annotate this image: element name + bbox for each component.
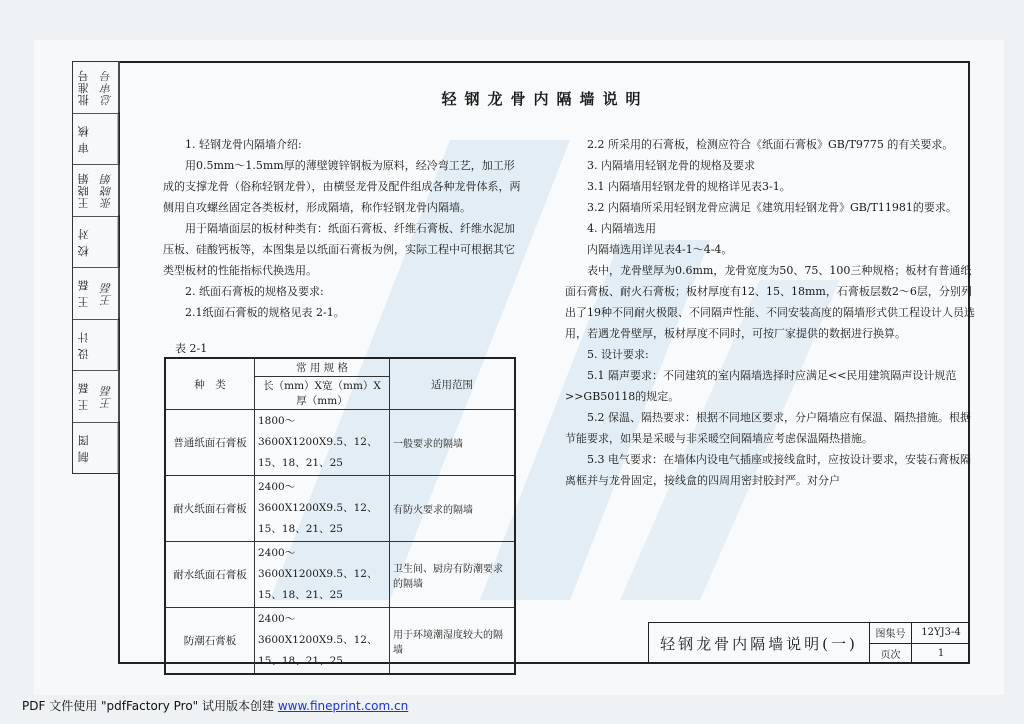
table-row: [165, 608, 515, 675]
table-header-spec-sub: 长（mm）X宽（mm）X厚（mm）: [255, 377, 390, 410]
paragraph: 5.2 保温、隔热要求：根据不同地区要求，分户隔墙应有保温、隔热措施。根据节能要求，如果是采暖与非采暖空间隔墙应考虑保温隔热措施。: [565, 411, 971, 445]
title-block: [648, 622, 970, 664]
paragraph: 用于隔墙面层的板材种类有：纸面石膏板、纤维石膏板、纤维水泥加压板、硅酸钙板等，本图集是以纸面石膏板为例，实际工程中可根据其它类型板材的性能指标代换选用。: [163, 222, 515, 277]
signature-role-label: 王 磊: [77, 279, 91, 308]
signature-handwriting: 王磊: [96, 268, 120, 319]
atlas-number-label: 图集号: [870, 623, 912, 644]
table-cell-range: 卫生间、厨房有防潮要求的隔墙: [390, 542, 516, 608]
table-caption: 表 2-1: [175, 342, 208, 355]
table-row: [165, 476, 515, 542]
signature-handwriting: [96, 114, 119, 165]
paragraph: 1. 轻钢龙骨内隔墙介绍:: [185, 138, 302, 151]
footer-text: PDF 文件使用 "pdfFactory Pro" 试用版本创建: [22, 699, 275, 713]
table-cell-range: 有防火要求的隔墙: [390, 476, 516, 542]
title-block-title: 轻钢龙骨内隔墙说明(一): [660, 635, 858, 653]
signature-handwriting: 总审号: [96, 62, 120, 113]
paragraph: 5.1 隔声要求：不同建筑的室内隔墙选择时应满足<<民用建筑隔声设计规范>>GB50118的规定。: [565, 369, 957, 403]
table-row: [165, 542, 515, 608]
right-column: [565, 134, 980, 491]
signature-role-label: 王晓娟: [77, 172, 91, 209]
table-cell-spec: 1800～3600X1200X9.5、12、15、18、21、25: [255, 410, 390, 476]
table-row: [165, 410, 515, 476]
plasterboard-spec-table: [164, 357, 516, 675]
paragraph: 2. 纸面石膏板的规格及要求:: [185, 285, 324, 298]
table-header-spec: 常 用 规 格: [255, 358, 390, 377]
paragraph: 4. 内隔墙选用: [587, 222, 656, 235]
paragraph: 2.1纸面石膏板的规格见表 2-1。: [185, 306, 345, 319]
signature-cell: [73, 165, 118, 217]
footer-link[interactable]: www.fineprint.com.cn: [277, 699, 409, 713]
title-block-grid: [869, 623, 970, 664]
paragraph: 3. 内隔墙用轻钢龙骨的规格及要求: [587, 159, 755, 172]
left-column: [163, 134, 523, 323]
page-number-value: 1: [937, 648, 945, 660]
signature-role-label: 批准号: [77, 69, 91, 106]
signature-role-label: 王 磊: [77, 382, 91, 411]
signature-role-label: 设 计: [77, 330, 91, 359]
signature-handwriting: [96, 320, 119, 371]
paragraph: 用0.5mm～1.5mm厚的薄壁镀锌钢板为原料，经冷弯工艺，加工形成的支撑龙骨（俗称轻钢龙骨），由横竖龙骨及配件组成各种龙骨体系，两侧用自攻螺丝固定各类板材，形成隔墙，称作轻钢龙骨内隔墙。: [163, 159, 521, 214]
signature-role-label: 校 对: [77, 227, 91, 256]
signature-cell: [73, 320, 118, 372]
table-cell-spec: 2400～3600X1200X9.5、12、15、18、21、25: [255, 542, 390, 608]
paragraph: 3.1 内隔墙用轻钢龙骨的规格详见表3-1。: [587, 180, 791, 193]
table-cell-name: 防潮石膏板: [165, 608, 255, 675]
paragraph: 内隔墙选用详见表4-1～4-4。: [587, 243, 733, 256]
page-number-label: 页次: [870, 644, 912, 665]
signature-handwriting: 王磊: [96, 371, 120, 422]
signature-handwriting: 张晓娟: [96, 165, 120, 216]
paragraph: 3.2 内隔墙所采用轻钢龙骨应满足《建筑用轻钢龙骨》GB/T11981的要求。: [587, 201, 957, 214]
page-title: 轻钢龙骨内隔墙说明: [441, 90, 649, 108]
paragraph: 2.2 所采用的石膏板，检测应符合《纸面石膏板》GB/T9775 的有关要求。: [587, 138, 954, 151]
signature-cell: [73, 62, 118, 114]
table-header-range: 适用范围: [390, 358, 516, 410]
paragraph: 5.3 电气要求：在墙体内设电气插座或接线盒时，应按设计要求，安装石膏板隔离框并与龙骨固定，接线盒的四周用密封胶封严。对分户: [565, 453, 971, 487]
table-cell-name: 耐火纸面石膏板: [165, 476, 255, 542]
signature-strip: [72, 61, 118, 474]
atlas-number-value: 12YJ3-4: [912, 623, 970, 644]
signature-role-label: 制 图: [77, 433, 91, 462]
table-cell-spec: 2400～3600X1200X9.5、12、15、18、21、25: [255, 476, 390, 542]
paragraph: 5. 设计要求:: [587, 348, 649, 361]
signature-handwriting: [96, 423, 119, 474]
paragraph: 表中，龙骨壁厚为0.6mm，龙骨宽度为50、75、100三种规格；板材有普通纸面石膏板、耐火石膏板；板材厚度有12、15、18mm，石膏板层数2～6层，分别列出了19种不同耐火极限、不同隔声性能、不同安装高度的隔墙形式供工程设计人员选用，若遇龙骨壁厚，板材厚度不同时，可按厂家提供的数据进行换算。: [565, 264, 975, 340]
signature-handwriting: [96, 217, 119, 268]
table-cell-name: 普通纸面石膏板: [165, 410, 255, 476]
table-cell-range: 用于环境潮湿度较大的隔墙: [390, 608, 516, 675]
signature-cell: [73, 268, 118, 320]
signature-cell: [73, 423, 118, 474]
pdf-footer: [22, 697, 408, 714]
table-cell-range: 一般要求的隔墙: [390, 410, 516, 476]
signature-cell: [73, 371, 118, 423]
table-cell-spec: 2400～3600X1200X9.5、12、15、18、21、25: [255, 608, 390, 675]
table-cell-name: 耐水纸面石膏板: [165, 542, 255, 608]
signature-role-label: 审 核: [77, 124, 91, 153]
signature-cell: [73, 217, 118, 269]
table-header-type: 种 类: [165, 358, 255, 410]
signature-cell: [73, 114, 118, 166]
